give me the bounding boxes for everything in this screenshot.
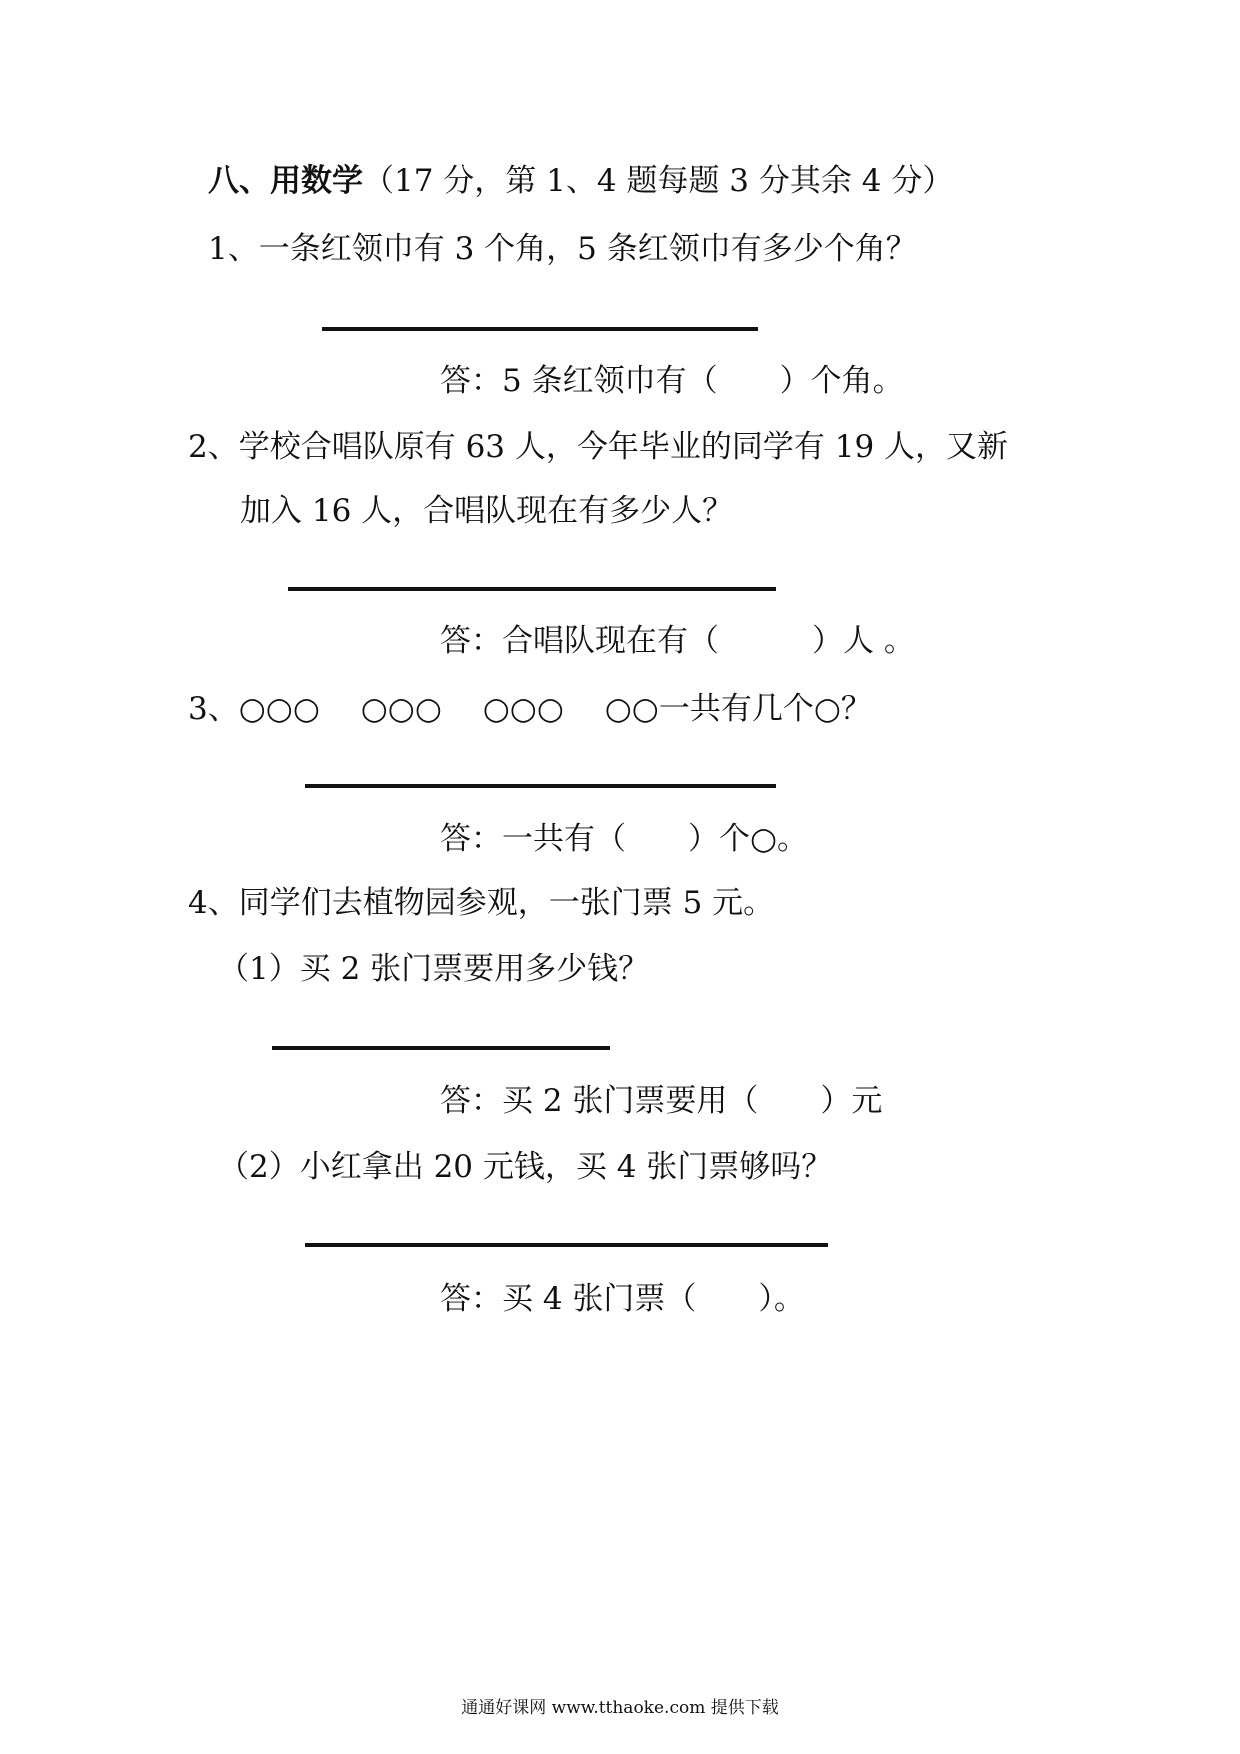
answer-line-4-2: [305, 1243, 828, 1247]
section-title: 八、用数学: [208, 163, 363, 199]
answer-line-1: [322, 327, 758, 331]
section-note: （17 分，第 1、4 题每题 3 分其余 4 分）: [363, 163, 954, 199]
answer-4-1: 答：买 2 张门票要用（ ）元: [440, 1083, 883, 1119]
answer-line-3: [305, 784, 776, 788]
question-4: 4、同学们去植物园参观，一张门票 5 元。: [188, 885, 775, 921]
question-2-line-1: 2、学校合唱队原有 63 人，今年毕业的同学有 19 人，又新: [188, 429, 1009, 465]
answer-3: 答：一共有（ ）个○。: [440, 821, 809, 857]
answer-2: 答：合唱队现在有（ ）人 。: [440, 623, 915, 659]
answer-4-2: 答：买 4 张门票（ ）。: [440, 1281, 805, 1317]
question-1: 1、一条红领巾有 3 个角，5 条红领巾有多少个角？: [208, 231, 917, 267]
question-3: 3、○○○ ○○○ ○○○ ○○一共有几个○？: [188, 691, 872, 727]
answer-line-4-1: [272, 1046, 610, 1050]
question-4-part-2: （2）小红拿出 20 元钱，买 4 张门票够吗？: [218, 1149, 833, 1185]
question-4-part-1: （1）买 2 张门票要用多少钱？: [218, 951, 650, 987]
footer-credit: 通通好课网 www.tthaoke.com 提供下载: [461, 1698, 779, 1718]
answer-line-2: [288, 587, 776, 591]
question-2-line-2: 加入 16 人，合唱队现在有多少人？: [240, 493, 734, 529]
answer-1: 答：5 条红领巾有（ ）个角。: [440, 363, 904, 399]
section-heading: [208, 162, 953, 200]
